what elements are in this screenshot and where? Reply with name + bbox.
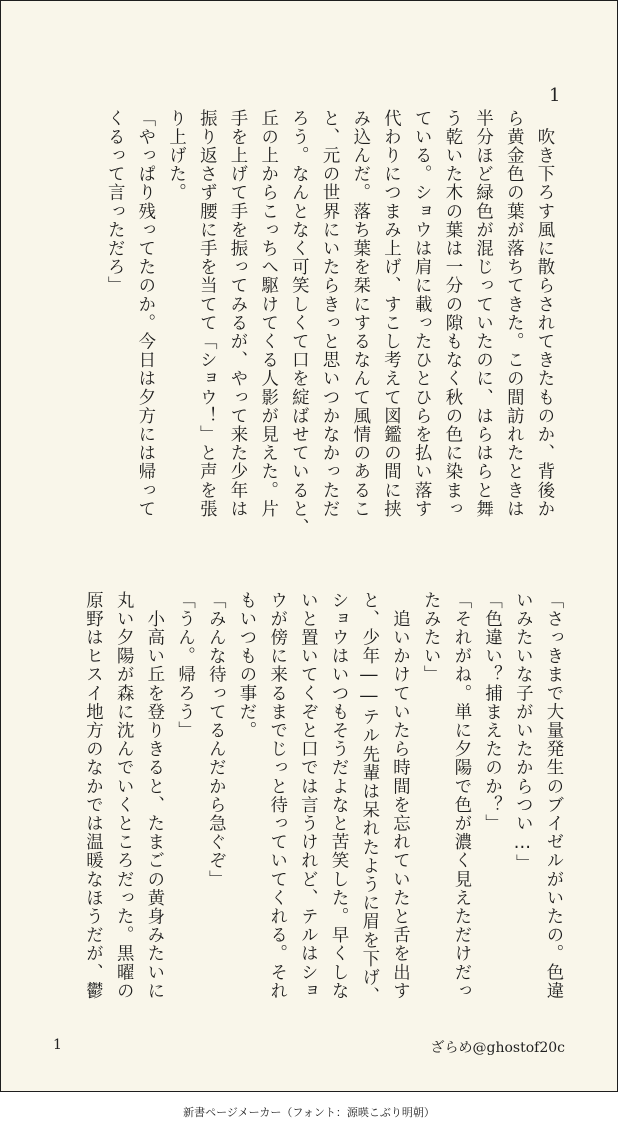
text-line: 「やっぱり残ってたのか。今日は夕方には帰って — [134, 109, 155, 519]
text-block-lower — [53, 591, 568, 1011]
text-line: 振り返さず腰に手を当てて「ショウ！」と声を張 — [196, 109, 217, 519]
text-line: 手を上げて手を振ってみるが、やって来た少年は — [226, 109, 247, 519]
text-line: いと置いてくぞと口では言うけれど、テルはショ — [297, 591, 318, 1001]
chapter-number: 1 — [549, 85, 561, 106]
text-line: 半分ほど緑色が混じっていたのに、はらはらと舞 — [472, 109, 493, 519]
caption: 新書ページメーカー（フォント：源暎こぶり明朝） — [183, 1106, 435, 1119]
text-line: 丸い夕陽が森に沈んでいくところだった。黒曜の — [113, 591, 134, 1001]
text-line: ている。ショウは肩に載ったひとひらを払い落す — [411, 109, 432, 519]
author-credit: ざらめ@ghostof20c — [430, 1040, 565, 1056]
text-line: もいつもの事だ。 — [235, 591, 256, 740]
text-line: ら黄金色の葉が落ちてきた。この間訪れたときは — [503, 109, 524, 519]
text-line: 小高い丘を登りきると、たまごの黄身みたいに — [143, 591, 164, 1001]
text-line: り上げた。 — [165, 109, 186, 202]
text-line: 「うん。帰ろう」 — [174, 591, 195, 740]
text-line: 「みんな待ってるんだから急ぐぞ」 — [205, 591, 226, 889]
text-line: と、元の世界にいたらきっと思いつかなかっただ — [319, 109, 340, 519]
text-line: たみたい」 — [420, 591, 441, 684]
text-line: う乾いた木の葉は一分の隙もなく秋の色に染まっ — [441, 109, 462, 519]
text-line: 「それがね。単に夕陽で色が濃く見えただけだっ — [450, 591, 471, 1001]
text-line: 丘の上からこっちへ駆けてくる人影が見えた。片 — [257, 109, 278, 519]
text-line: ろう。なんとなく可笑しくて口を綻ばせていると、 — [288, 109, 309, 537]
text-line: くるって言っただろ」 — [104, 109, 125, 295]
text-line: 追いかけていたら時間を忘れていたと舌を出す — [389, 591, 410, 1001]
text-line: ウが傍に来るまでじっと待っていてくれる。それ — [266, 591, 287, 1001]
text-line: 「さっきまで大量発生のブイゼルがいたの。色違 — [543, 591, 563, 1001]
text-line: み込んだ。落ち葉を栞にするなんて風情のあるこ — [349, 109, 370, 519]
text-line: 吹き下ろす風に散らされてきたものか、背後か — [534, 109, 554, 519]
text-line: 代わりにつまみ上げ、すこし考えて図鑑の間に挟 — [380, 109, 401, 519]
text-line: いみたいな子がいたからつい…」 — [512, 591, 533, 873]
text-block-upper — [59, 109, 559, 537]
text-line: 原野はヒスイ地方のなかでは温暖なほうだが、鬱 — [82, 591, 103, 1001]
text-line: 「色違い？捕まえたのか？」 — [481, 591, 502, 833]
page-number: 1 — [53, 1037, 62, 1053]
text-line: と、少年――テル先輩は呆れたように眉を下げ、 — [358, 591, 379, 1006]
text-line: ショウはいつもそうだよなと苦笑した。早くしな — [328, 591, 349, 1001]
